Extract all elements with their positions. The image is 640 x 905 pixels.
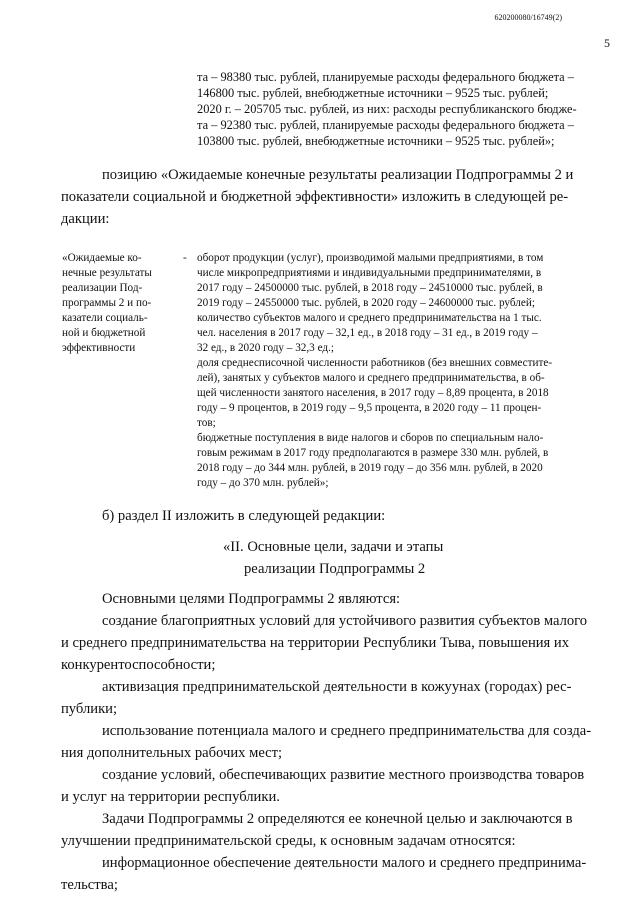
- page-number: 5: [604, 36, 610, 50]
- top-line-4: та – 92380 тыс. рублей, планируемые расходы федерального бюджета –: [197, 118, 574, 132]
- table-right-line: тов;: [197, 417, 216, 429]
- table-left-line: реализации Под-: [62, 282, 143, 294]
- body-line: Основными целями Подпрограммы 2 являются:: [102, 591, 401, 607]
- intro-line-3: дакции:: [61, 211, 110, 227]
- table-right-line: 2019 году – 24550000 тыс. рублей, в 2020 году – 24600000 тыс. рублей;: [197, 297, 535, 309]
- top-line-5: 103800 тыс. рублей, внебюджетные источники – 9525 тыс. рублей»;: [197, 134, 555, 148]
- section-title-line-2: реализации Подпрограммы 2: [244, 561, 426, 577]
- table-left-line: ной и бюджетной: [62, 327, 146, 339]
- body-line: активизация предпринимательской деятельности в кожуунах (городах) рес-: [102, 679, 572, 695]
- table-left-line: нечные результаты: [62, 267, 152, 279]
- body-line: конкурентоспособности;: [61, 657, 216, 673]
- body-line: тельства;: [61, 877, 118, 893]
- intro-line-2: показатели социальной и бюджетной эффективности» изложить в следующей ре-: [61, 189, 569, 205]
- top-line-1: та – 98380 тыс. рублей, планируемые расходы федерального бюджета –: [197, 70, 574, 84]
- table-right-line: лей), занятых у субъектов малого и среднего предпринимательства, в об-: [197, 372, 545, 384]
- table-right-line: бюджетные поступления в виде налогов и сборов по специальным нало-: [197, 432, 544, 444]
- body-line: создание условий, обеспечивающих развитие местного производства товаров: [102, 767, 585, 783]
- table-left-line: эффективности: [62, 342, 136, 354]
- table-right-line: 2017 году – 24500000 тыс. рублей, в 2018 году – 24510000 тыс. рублей, в: [197, 282, 543, 294]
- body-line: и среднего предпринимательства на территории Республики Тыва, повышения их: [61, 635, 570, 651]
- table-right-line: числе микропредприятиями и индивидуальными предпринимателями, в: [197, 267, 542, 279]
- body-line: улучшении предпринимательской среды, к основным задачам относятся:: [61, 833, 516, 849]
- top-line-3: 2020 г. – 205705 тыс. рублей, из них: расходы республиканского бюдже-: [197, 102, 577, 116]
- table-separator-dash: -: [183, 252, 187, 264]
- body-line: публики;: [61, 701, 118, 717]
- table-left-line: «Ожидаемые ко-: [62, 252, 142, 264]
- table-right-line: говым режимам в 2017 году предполагаются в размере 330 млн. рублей, в: [197, 447, 549, 459]
- top-line-2: 146800 тыс. рублей, внебюджетные источники – 9525 тыс. рублей;: [197, 86, 549, 100]
- intro-line-1: позицию «Ожидаемые конечные результаты реализации Подпрограммы 2 и: [102, 167, 574, 183]
- table-right-line: чел. населения в 2017 году – 32,1 ед., в 2018 году – 31 ед., в 2019 году –: [197, 327, 538, 339]
- body-line: и услуг на территории республики.: [61, 789, 280, 805]
- table-right-line: году – до 370 млн. рублей»;: [197, 477, 329, 489]
- body-line: использование потенциала малого и среднего предпринимательства для созда-: [102, 723, 592, 739]
- table-left-line: казатели социаль-: [62, 312, 148, 324]
- section-b-instruction: б) раздел II изложить в следующей редакции:: [102, 508, 386, 524]
- document-number: 620200080/16749(2): [494, 13, 562, 22]
- body-line: Задачи Подпрограммы 2 определяются ее конечной целью и заключаются в: [102, 811, 573, 827]
- body-line: информационное обеспечение деятельности малого и среднего предпринима-: [102, 855, 587, 871]
- table-left-line: программы 2 и по-: [62, 297, 152, 309]
- table-right-line: году – 9 процентов, в 2019 году – 9,5 процента, в 2020 году – 11 процен-: [197, 402, 542, 414]
- body-line: ния дополнительных рабочих мест;: [61, 745, 283, 761]
- table-right-line: доля среднесписочной численности работников (без внешних совместите-: [197, 357, 553, 369]
- table-right-line: количество субъектов малого и среднего предпринимательства на 1 тыс.: [197, 312, 542, 324]
- table-right-line: оборот продукции (услуг), производимой малыми предприятиями, в том: [197, 252, 544, 264]
- table-right-line: щей численности занятого населения, в 2017 году – 8,89 процента, в 2018: [197, 387, 549, 399]
- section-title-line-1: «II. Основные цели, задачи и этапы: [223, 539, 444, 555]
- table-right-line: 32 ед., в 2020 году – 32,3 ед.;: [197, 342, 334, 354]
- table-right-line: 2018 году – до 344 млн. рублей, в 2019 году – до 356 млн. рублей, в 2020: [197, 462, 543, 474]
- body-line: создание благоприятных условий для устойчивого развития субъектов малого: [102, 613, 588, 629]
